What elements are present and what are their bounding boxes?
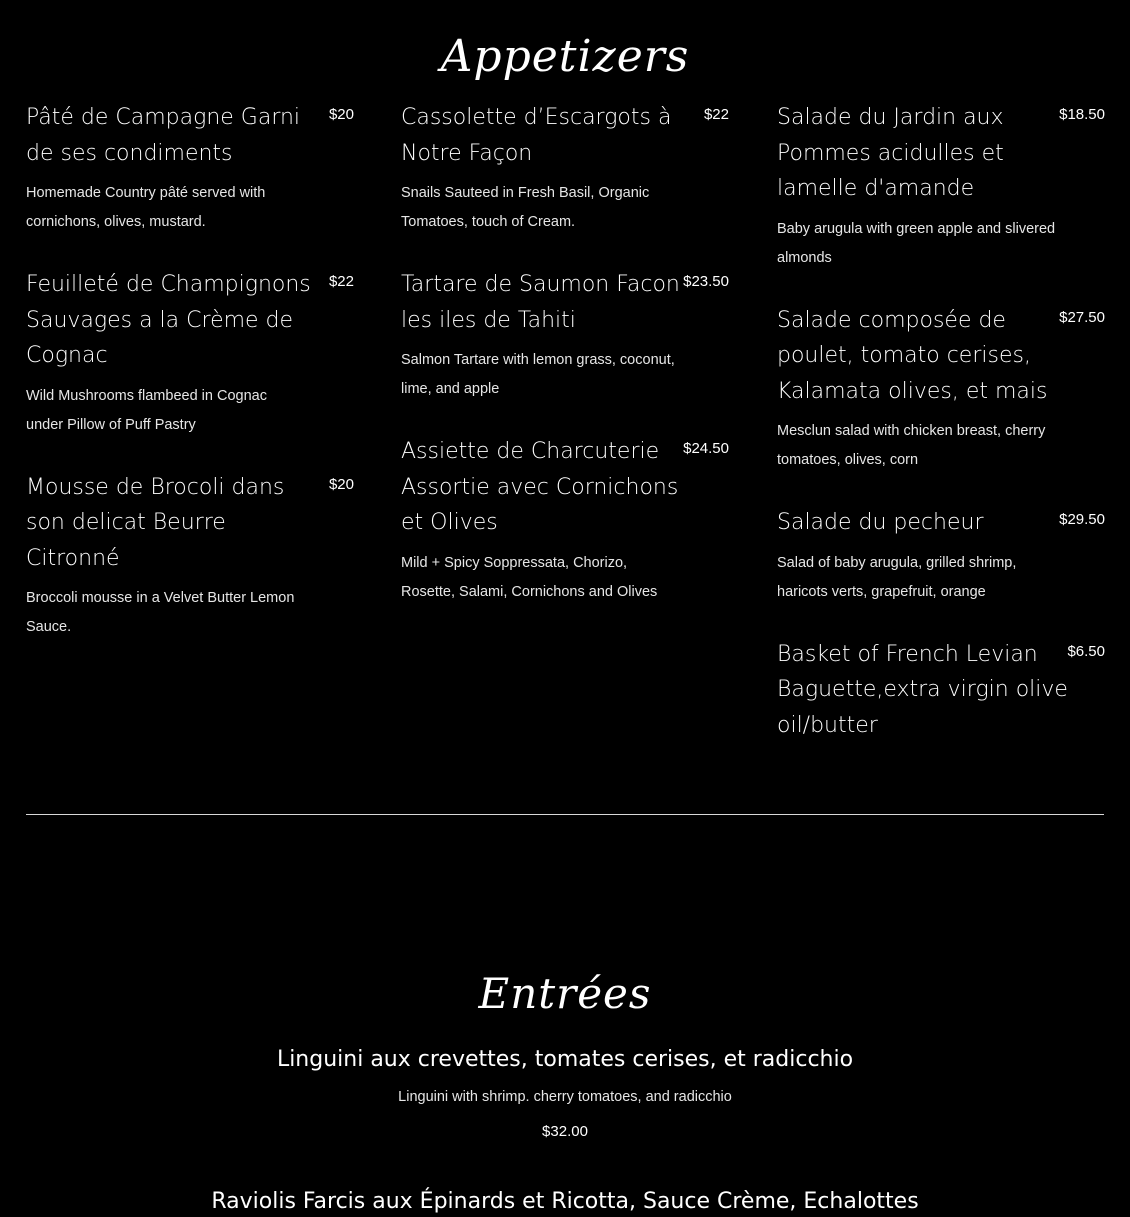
- entrees-section-title: Entrées: [478, 968, 652, 1018]
- menu-item-price: $24.50: [683, 440, 729, 457]
- menu-item-name: Feuilleté de Champignons Sauvages a la Crème de Cognac: [26, 272, 311, 368]
- menu-item-name: Assiette de Charcuterie Assortie avec Cornichons et Olives: [401, 439, 679, 535]
- entree-price: $32.00: [542, 1123, 588, 1140]
- menu-item-price: $27.50: [1059, 308, 1105, 326]
- appetizers-section-title: Appetizers: [440, 30, 690, 82]
- menu-item-price: $20: [328, 475, 354, 493]
- menu-item-name: Mousse de Brocoli dans son delicat Beurre Citronné: [26, 474, 285, 571]
- menu-item-description: Salad of baby arugula, grilled shrimp, haricots verts, grapefruit, orange: [777, 554, 1017, 600]
- menu-item-price: $6.50: [1067, 642, 1105, 660]
- menu-item-name: Basket of French Levian Baguette,extra virgin olive oil/butter: [777, 641, 1068, 738]
- menu-item-price: $18.50: [1059, 106, 1105, 123]
- menu-item-price: $23.50: [683, 273, 729, 290]
- menu-item-name: Salade du Jardin aux Pommes acidulles et lamelle d'amande: [777, 105, 1004, 201]
- section-divider: [26, 814, 1104, 815]
- menu-item: [26, 100, 354, 237]
- menu-item-description: Mesclun salad with chicken breast, cherry tomatoes, olives, corn: [777, 423, 1046, 468]
- menu-item-price: $29.50: [1059, 511, 1105, 528]
- menu-item: [401, 267, 729, 404]
- entree-item: [0, 1045, 1130, 1140]
- menu-item: [777, 100, 1105, 273]
- entree-item: [0, 1187, 1130, 1217]
- menu-item: [401, 100, 729, 237]
- entree-description: Linguini with shrimp. cherry tomatoes, and radicchio: [398, 1089, 732, 1105]
- menu-item: [777, 505, 1105, 607]
- entree-name: Linguini aux crevettes, tomates cerises, et radicchio: [276, 1047, 854, 1072]
- menu-item-name: Cassolette d’Escargots à Notre Façon: [401, 105, 672, 166]
- appetizers-column-1: [26, 100, 354, 672]
- entree-name: Raviolis Farcis aux Épinards et Ricotta, Sauce Crème, Echalottes: [211, 1189, 919, 1214]
- menu-item: [777, 303, 1105, 476]
- menu-item: [777, 637, 1105, 744]
- menu-item: [26, 470, 354, 643]
- menu-item-description: Homemade Country pâté served with cornichons, olives, mustard.: [26, 185, 266, 230]
- menu-item-description: Broccoli mousse in a Velvet Butter Lemon Sauce.: [26, 590, 295, 635]
- menu-item-description: Baby arugula with green apple and slivered almonds: [777, 220, 1056, 266]
- menu-item-description: Mild + Spicy Soppressata, Chorizo, Rosette, Salami, Cornichons and Olives: [401, 554, 658, 600]
- menu-item-name: Salade composée de poulet, tomato cerises, Kalamata olives, et mais: [777, 307, 1048, 404]
- menu-item: [401, 434, 729, 607]
- menu-item-description: Snails Sauteed in Fresh Basil, Organic Tomatoes, touch of Cream.: [401, 185, 650, 230]
- appetizers-column-2: [401, 100, 729, 637]
- menu-item-description: Salmon Tartare with lemon grass, coconut, lime, and apple: [401, 352, 675, 397]
- menu-item-name: Salade du pecheur: [777, 510, 984, 535]
- menu-item-name: Tartare de Saumon Facon les iles de Tahiti: [401, 272, 680, 333]
- menu-item-name: Pâté de Campagne Garni de ses condiments: [26, 105, 301, 166]
- menu-item-price: $22: [703, 106, 729, 123]
- menu-item: [26, 267, 354, 440]
- menu-item-price: $20: [328, 106, 354, 123]
- menu-item-price: $22: [328, 273, 354, 290]
- appetizers-column-3: [777, 100, 1105, 773]
- menu-item-description: Wild Mushrooms flambeed in Cognac under Pillow of Puff Pastry: [26, 387, 267, 433]
